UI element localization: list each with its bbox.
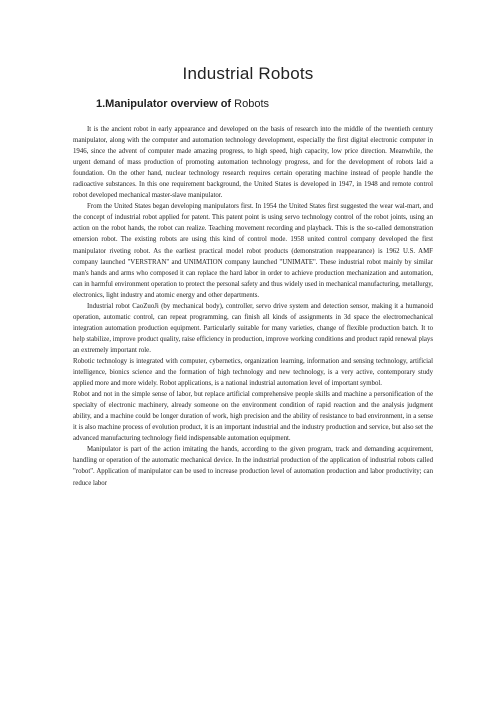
- paragraph: Manipulator is part of the action imitating the hands, according to the given program, track and demanding acquirement, handling or operation of the automatic mechanical device. In the industrial production of the application of industrial robots called "robot". Application of manipulator can be used to increase production level of automation production and labor productivity; can reduce labor: [73, 446, 433, 487]
- section-heading-number: 1.Manipulator overview of: [96, 98, 232, 110]
- paragraph: It is the ancient robot in early appearance and developed on the basis of research into the middle of the twentieth century manipulator, along with the computer and automation technology development, especially the first digital electronic computer in 1946, since the advent of computer made amazing progress, to high speed, high capacity, low price direction. Meanwhile, the urgent demand of mass production of promoting automation technology progress, and for the development of robots laid a foundation. On the other hand, nuclear technology research requires certain operating machine instead of people handle the radioactive substances. In this one requirement background, the United States is developed in 1947, in 1948 and remote control robot developed mechanical master-slave manipulator.: [73, 126, 433, 200]
- paragraph: Robotic technology is integrated with computer, cybernetics, organization learning, information and sensing technology, artificial intelligence, bionics science and the formation of high technology and new technology, is a very active, contemporary study applied more and more widely. Robot applications, is a national industrial automation level of important symbol.: [73, 357, 433, 388]
- section-heading-text: Robots: [234, 98, 270, 110]
- paragraph: Industrial robot CaoZuoJi (by mechanical body), controller, servo drive system and detection sensor, making it a humanoid operation, automatic control, can repeat programming, can finish all kinds of assignments in 3d space the electromechanical integration automation production equipment. Particularly suitable for many varieties, change of flexible production batch. It to help stabilize, improve product quality, raise efficiency in production, improve working conditions and product rapid renewal plays an extremely important role.: [73, 302, 433, 354]
- paragraph: Robot and not in the simple sense of labor, but replace artificial comprehensive people skills and machine a personification of the specialty of electronic machinery, already someone on the environment condition of rapid reaction and the analysis judgment ability, and a machine could be longer duration of work, high precision and the ability of resistance to bad environment, in a sense it is also machine process of evolution product, it is an important industrial and the industry production and service, but also set the advanced manufacturing technology field indispensable automation equipment.: [73, 391, 433, 443]
- paragraph: From the United States began developing manipulators first. In 1954 the United States first suggested the wear wal-mart, and the concept of industrial robot applied for patent. This patent point is using servo technology control of the robot joints, using an action on the robot hands, the robot can realize. Teaching movement recording and playback. This is the so-called demonstration emersion robot. The existing robots are using this kind of control mode. 1958 united control company developed the first manipulator riveting robot. As the earliest practical model robot products (demonstration reappearance) is 1962 U.S. AMF company launched "VERSTRAN" and UNIMATION company launched "UNIMATE". These industrial robot mainly by similar man's hands and arms who composed it can replace the hard labor in order to achieve production mechanization and automation, can in harmful environment operation to protect the personal safety and thus widely used in mechanical manufacturing, metallurgy, electronics, light industry and atomic energy and other departments.: [73, 203, 433, 299]
- section-heading: [96, 98, 269, 110]
- document-title: Industrial Robots: [182, 64, 314, 83]
- body-text: [73, 124, 433, 489]
